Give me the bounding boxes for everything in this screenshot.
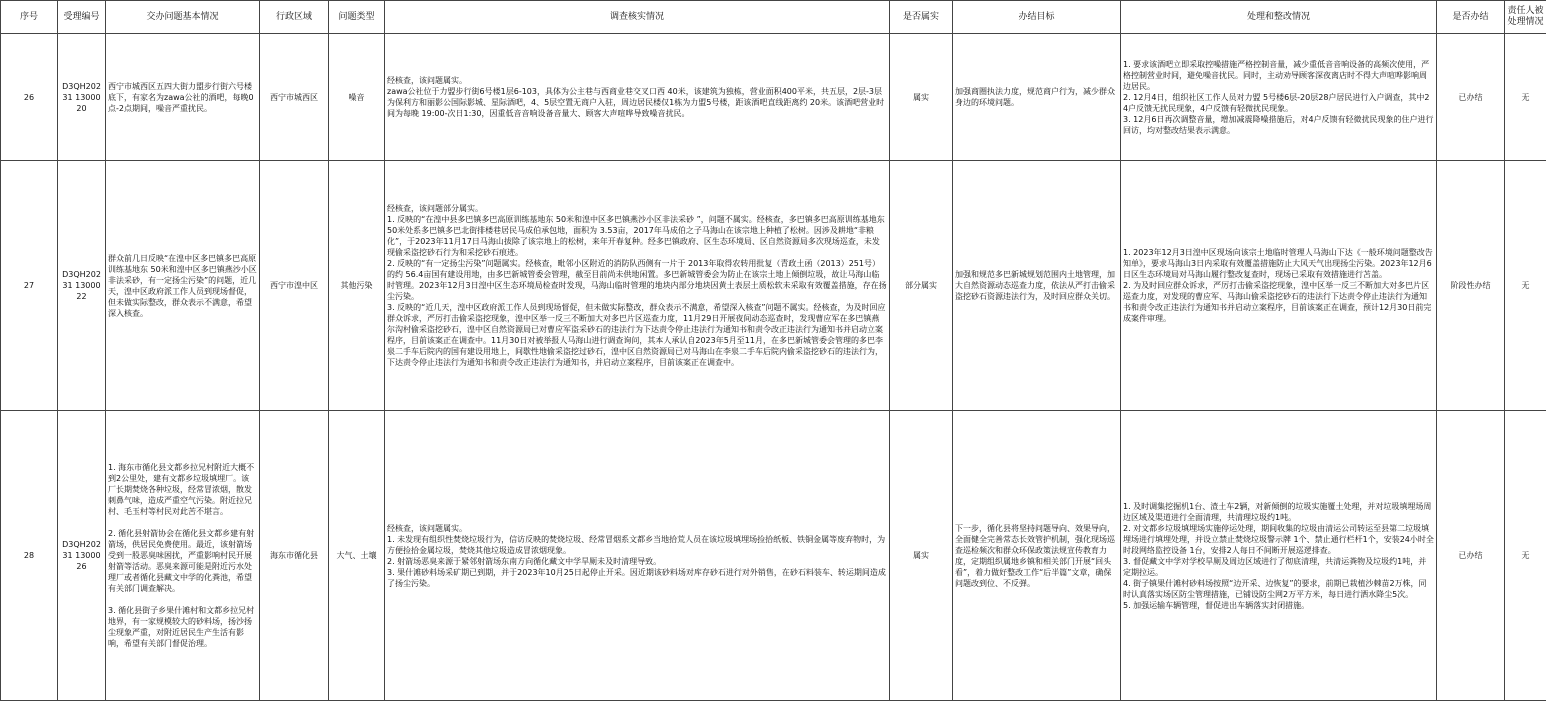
header-issue: 交办问题基本情况: [106, 1, 260, 34]
cell-region: 西宁市湟中区: [260, 161, 329, 411]
cell-done: 已办结: [1437, 34, 1505, 161]
cell-id: D3QH20231 1300022: [58, 161, 106, 411]
cell-type: 其他污染: [329, 161, 385, 411]
header-region: 行政区域: [260, 1, 329, 34]
header-done: 是否办结: [1437, 1, 1505, 34]
cell-investigation: 经核查，该问题属实。 1. 未发现有组织性焚烧垃圾行为，信访反映的焚烧垃圾、经常冒烟系文都乡当地拾荒人员在该垃圾填埋场捡拾纸板、铁铜金属等废弃物时，为方便捡拾金属垃圾，焚烧其他垃圾造成冒浓烟现象。 2. 射箭场恶臭来源于紧邻射箭场东南方向循化藏文中学旱厕未及时清理导致。 3. 果什滩砂料场采矿期已到期，并于2023年10月25日起停止开采。因近期该砂料场对库存砂石进行对外销售，在砂石料装车、转运期间造成了扬尘污染。: [385, 411, 890, 701]
cell-goal: 下一步，循化县将坚持问题导向、效果导向，全面健全完善常态长效管护机制，强化现场巡查巡检频次和群众环保政策法规宣传教育力度，定期组织属地乡镇和相关部门开展“回头看”，着力做好整改工作“后半篇”文章，确保问题改到位、不反弹。: [953, 411, 1121, 701]
cell-accountable: 无: [1505, 34, 1546, 161]
header-id: 受理编号: [58, 1, 106, 34]
cell-issue: 1. 海东市循化县文都乡拉兄村附近大概不到2公里处，建有文都乡垃圾填埋厂。该厂长期焚烧各种垃圾，经常冒浓烟，散发刺鼻气味，造成严重空气污染。附近拉兄村、毛玉村等村民对此苦不堪言。 2. 循化县射箭协会在循化县文都乡建有射箭场，供居民免费使用。最近，该射箭场受到一股恶臭味困扰，严重影响村民开展射箭等活动。恶臭来源可能是附近污水处理厂或者循化县藏文中学的化粪池，希望有关部门调查解决。 3. 循化县街子乡果什滩村和文都乡拉兄村地界，有一家规模较大的砂料场，扬沙扬尘现象严重，对附近居民生产生活有影响，希望有关部门督促治理。: [106, 411, 260, 701]
cell-issue: 群众前几日反映“在湟中区多巴镇多巴高原训练基地东 50米和湟中区多巴镇燕沙小区非法采砂，有一定扬尘污染”的问题，近几天，湟中区政府派工作人员到现场督促，但未做实际整改，群众表示不满意，希望深入核查。: [106, 161, 260, 411]
cell-handling: 1. 要求该酒吧立即采取控噪措施严格控制音量，减少重低音音响设备的高频次使用，严格控制营业时间，避免噪音扰民。同时，主动劝导顾客深夜离店时不得大声喧哗影响周边居民。 2. 12月4日，组织社区工作人员对力盟 5号楼6层-20层28户居民进行入户调查，其中24户反馈无扰民现象，4户反馈有轻微扰民现象。 3. 12月6日再次调整音量，增加减震降噪措施后，对4户反馈有轻微扰民现象的住户进行回访，均对整改结果表示满意。: [1121, 34, 1437, 161]
header-investigation: 调查核实情况: [385, 1, 890, 34]
cell-investigation: 经核查，该问题部分属实。 1. 反映的“在湟中县多巴镇多巴高原训练基地东 50米和湟中区多巴镇燕沙小区非法采砂 ”，问题不属实。经核查，多巴镇多巴高原训练基地东 50米处系多巴镇多巴北街排楼巷居民马成伯承包地，面积为 3.53亩，2017年马成伯之子马海山在该宗地上种植了松树。因涉及耕地“非粮化”，于2023年11月17日马海山拔除了该宗地上的松树，来年开春复种。经多巴镇政府、区生态环境局、区自然资源局多次现场巡查，未发现偷采盗挖砂石行为和采挖砂石痕迹。 2. 反映的“有一定扬尘污染”问题属实。经核查，毗邻小区附近的消防队西侧有一片于 2013年取得农转用批复（青政土函（2013）251号）的约 56.4亩国有建设用地，由多巴新城管委会管理，截至目前尚未供地闲置。多巴新城管委会为防止在该宗土地上倾倒垃圾，故让马海山临时管理。2023年12月3日湟中区生态环境局检查时发现，马海山临时管理的地块内部分地块因黄土表层土质松软未采取有效覆盖措施，存在扬尘污染。 3. 反映的“近几天，湟中区政府派工作人员到现场督促，但未做实际整改，群众表示不满意，希望深入核查”问题不属实。经核查，为及时回应群众诉求，严厉打击偷采盗挖现象，湟中区举一反三不断加大对多巴片区巡查力度，11月29日开展夜间动态巡查时，发现曹应军在多巴镇燕尔沟村偷采盗挖砂石，湟中区自然资源局已对曹应军盗采砂石的违法行为下达责令停止违法行为通知书和责令改正违法行为通知书并启动立案程序，目前该案正在调查中。11月30日对被举报人马海山进行调查询问，其本人承认自2023年5月至11月，在多巴新城管委会管理的多巴李泉二手车后院内的国有建设用地上，间歇性地偷采盗挖过砂石，湟中区自然资源局已对马海山在李泉二手车后院内偷采盗挖砂石的违法行为，下达责令停止违法行为通知书和责令改正违法行为通知书，并启动立案程序，目前该案正在调查中。: [385, 161, 890, 411]
cell-id: D3QH20231 1300020: [58, 34, 106, 161]
header-row: [1, 1, 1546, 34]
cell-type: 大气、土壤: [329, 411, 385, 701]
header-verified: 是否属实: [890, 1, 953, 34]
cell-issue: 西宁市城西区五四大街力盟步行街六号楼底下，有家名为zawa公社的酒吧，每晚0点-2点期间，噪音严重扰民。: [106, 34, 260, 161]
cell-goal: 加强和规范多巴新城规划范围内土地管理，加大自然资源动态巡查力度，依法从严打击偷采盗挖砂石资源违法行为，及时回应群众关切。: [953, 161, 1121, 411]
cell-seq: 26: [1, 34, 58, 161]
cell-region: 海东市循化县: [260, 411, 329, 701]
table-row: [1, 161, 1546, 411]
cell-accountable: 无: [1505, 161, 1546, 411]
cell-verified: 属实: [890, 34, 953, 161]
header-accountable: 责任人被处理情况: [1505, 1, 1546, 34]
cell-seq: 27: [1, 161, 58, 411]
header-type: 问题类型: [329, 1, 385, 34]
header-goal: 办结目标: [953, 1, 1121, 34]
table-row: [1, 34, 1546, 161]
header-seq: 序号: [1, 1, 58, 34]
cell-id: D3QH20231 1300026: [58, 411, 106, 701]
cell-verified: 属实: [890, 411, 953, 701]
header-handling: 处理和整改情况: [1121, 1, 1437, 34]
cell-handling: 1. 2023年12月3日湟中区现场向该宗土地临时管理人马海山下达《一般环境问题整改告知单》，要求马海山3日内采取有效覆盖措施防止大风天气出现扬尘污染。2023年12月6日区生态环境局对马海山履行整改复查时，现场已采取有效措施进行苫盖。 2. 为及时回应群众诉求，严厉打击偷采盗挖现象，湟中区举一反三不断加大对多巴片区巡查力度，对发现的曹应军、马海山偷采盗挖砂石的违法行下达责令停止违法行为通知书和责令改正违法行为通知书并启动立案程序，目前该案正在调查，预计12月30日前完成案件审理。: [1121, 161, 1437, 411]
cell-verified: 部分属实: [890, 161, 953, 411]
cell-done: 已办结: [1437, 411, 1505, 701]
cell-accountable: 无: [1505, 411, 1546, 701]
cell-type: 噪音: [329, 34, 385, 161]
cell-region: 西宁市城西区: [260, 34, 329, 161]
cell-investigation: 经核查，该问题属实。 zawa公社位于力盟步行街6号楼1层6-103，具体为公主巷与西商业巷交叉口西 40米，该建筑为独栋，营业面积400平米，共五层，2层-3层为保利方和丽影公国际影城、星际酒吧，4、5层空置无商户入驻，周边居民楼仅1栋为力盟5号楼，距该酒吧直线距离约 20米。该酒吧营业时间为每晚 19:00-次日1:30，因重低音音响设备音量大、顾客大声喧哗导致噪音扰民。: [385, 34, 890, 161]
cell-goal: 加强商圈执法力度，规范商户行为，减少群众身边的环境问题。: [953, 34, 1121, 161]
cell-handling: 1. 及时调集挖掘机1台、渣土车2辆，对新倾倒的垃圾实施覆土处理，并对垃圾填埋场周边区域及渠道进行全面清理，共清理垃圾约1吨。 2. 对文都乡垃圾填埋场实施停运处理，期间收集的垃圾由清运公司转运至县第二垃圾填埋场进行填埋处理，并设立禁止焚烧垃圾警示牌 1个、禁止通行栏杆1个，安装24小时全时段网络监控设备 1台，安排2人每日不间断开展巡逻排查。 3. 督促藏文中学对学校旱厕及周边区域进行了彻底清理，共清运粪物及垃圾约1吨，并定期拉运。 4. 街子镇果什滩村砂料场按照“边开采、边恢复”的要求，前期已栽植沙棘苗2万株，同时认真落实场区防尘管理措施，已铺设防尘网2万平方米，每日进行洒水降尘5次。 5. 加强运输车辆管理，督促进出车辆落实封闭措施。: [1121, 411, 1437, 701]
cell-done: 阶段性办结: [1437, 161, 1505, 411]
table-row: [1, 411, 1546, 701]
cell-seq: 28: [1, 411, 58, 701]
